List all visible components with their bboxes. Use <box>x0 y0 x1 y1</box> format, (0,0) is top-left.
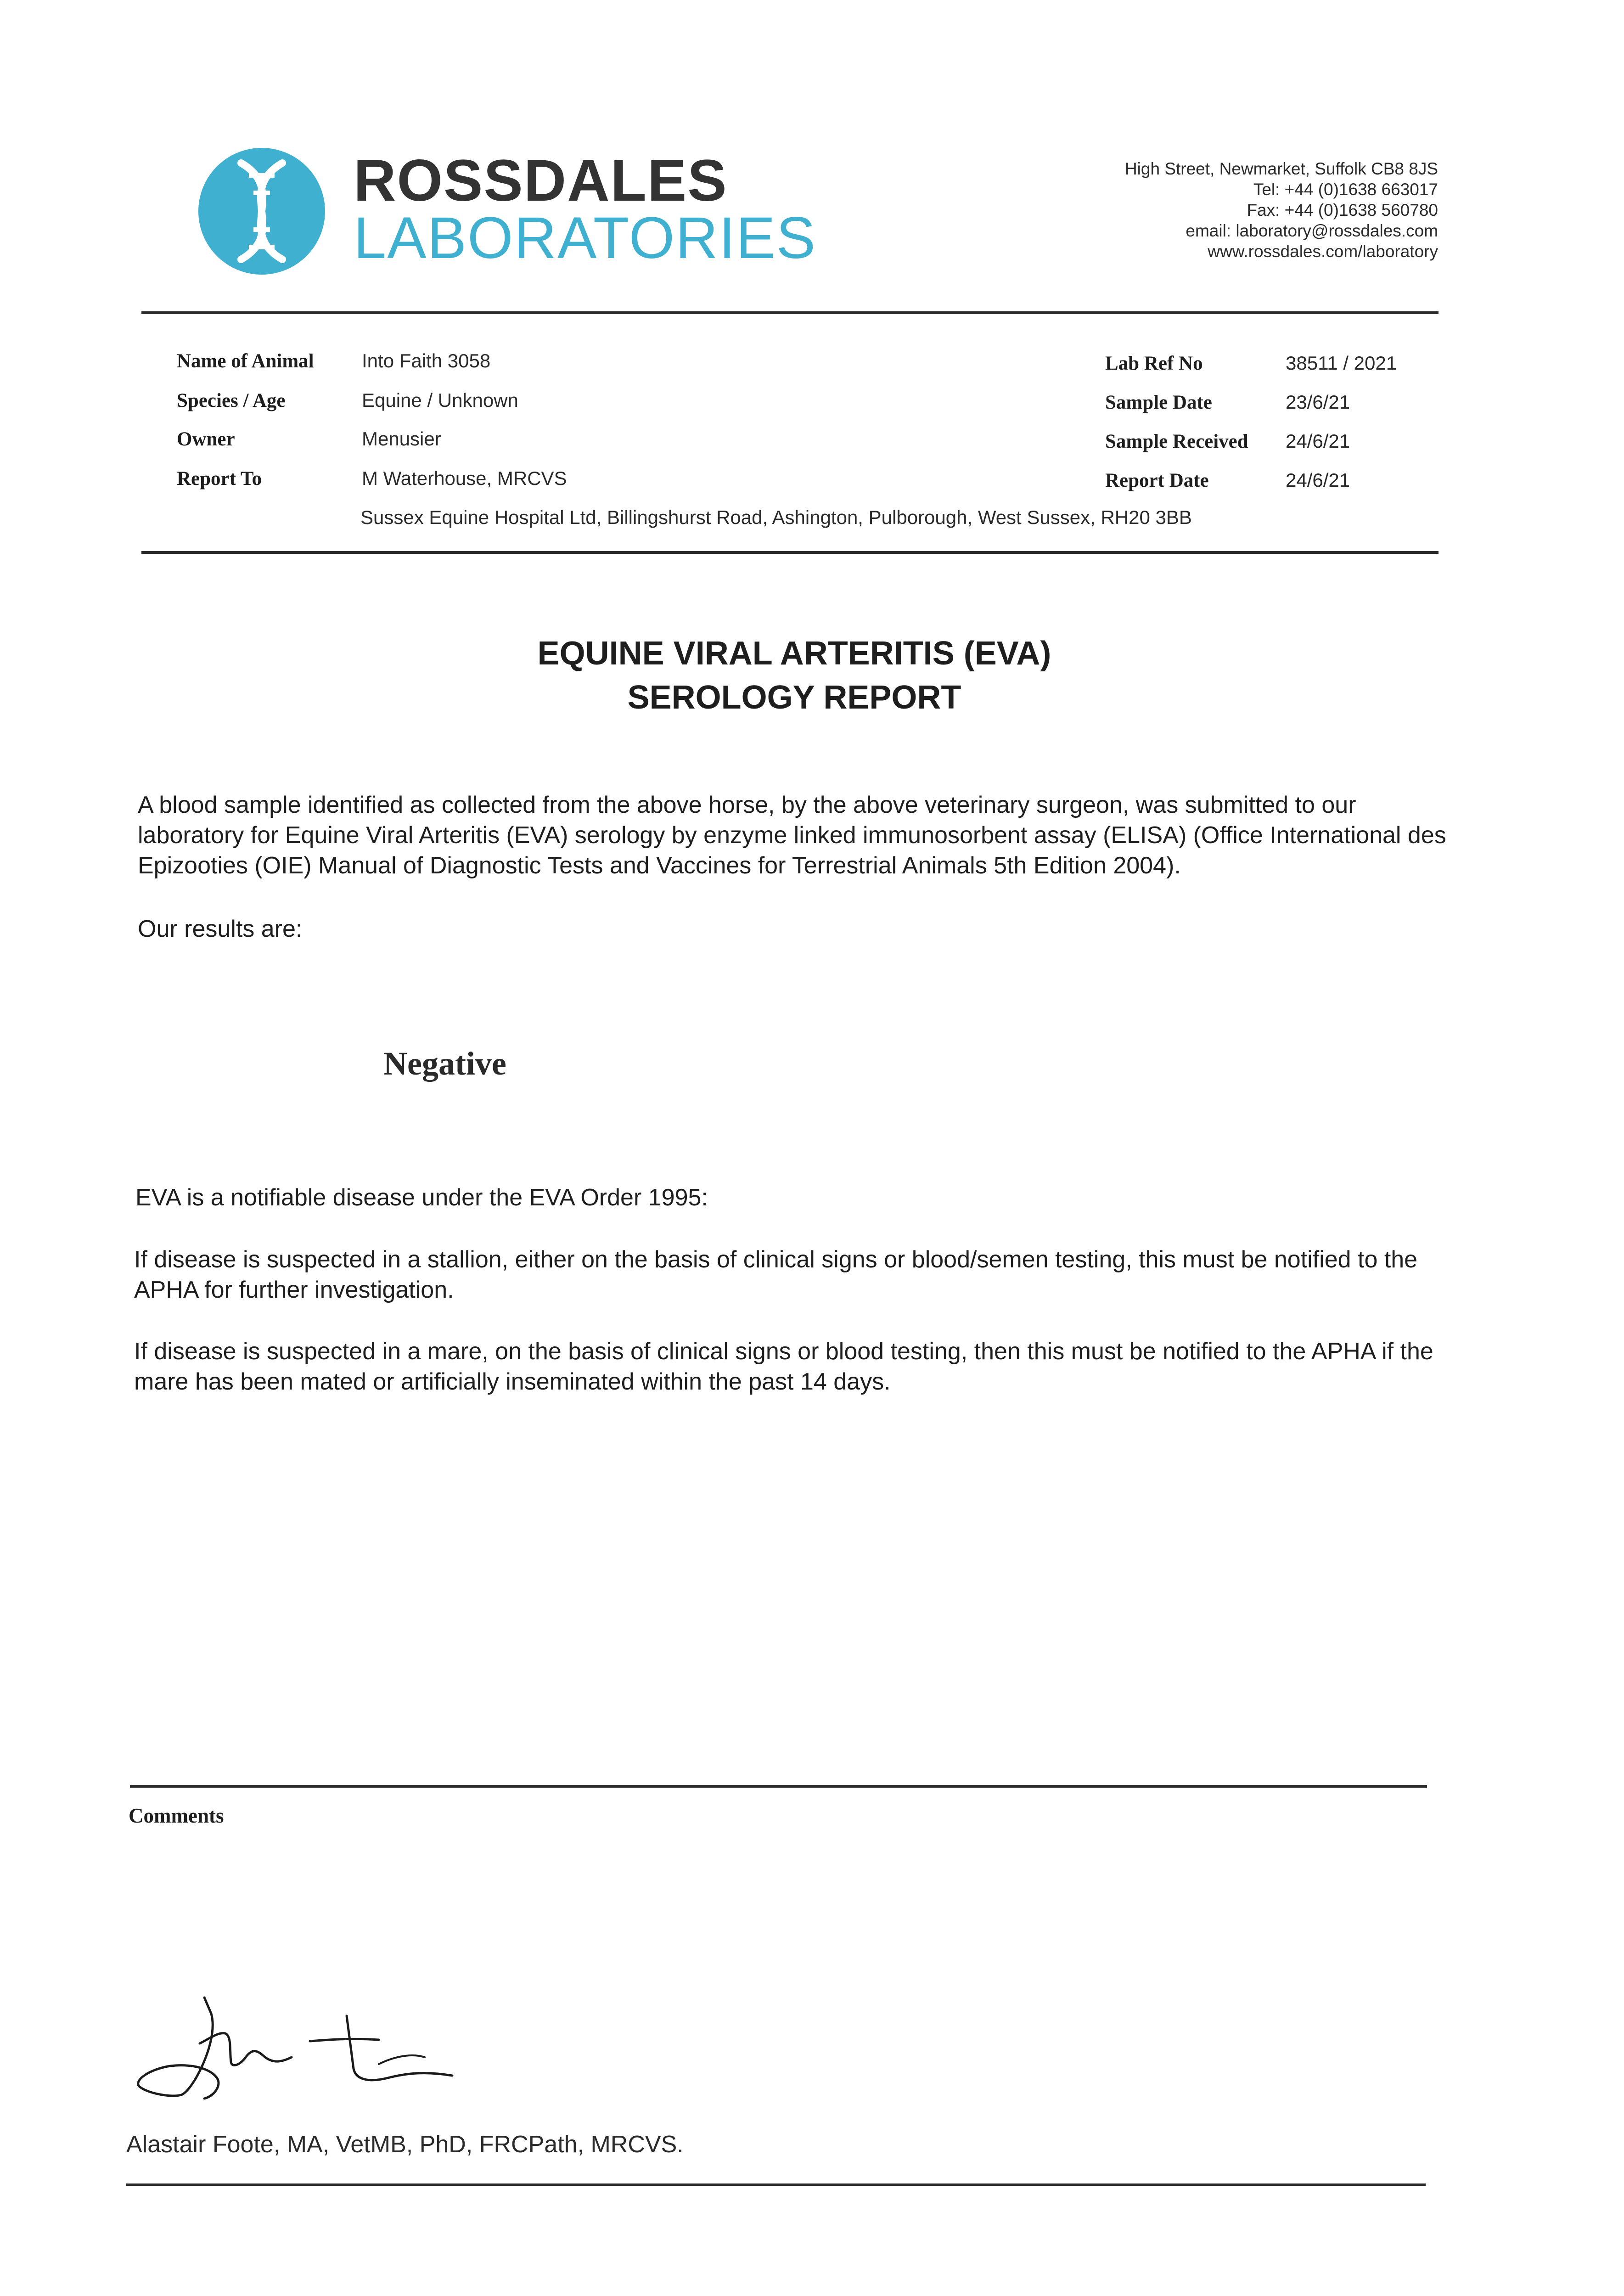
divider <box>126 2183 1426 2186</box>
sample-date-value: 23/6/21 <box>1286 391 1350 413</box>
lab-ref-value: 38511 / 2021 <box>1286 352 1397 374</box>
report-date-value: 24/6/21 <box>1286 469 1350 491</box>
brand-name: ROSSDALES <box>354 148 728 214</box>
notifiable-notice: EVA is a notifiable disease under the EVA Order 1995: <box>135 1184 708 1211</box>
intro-paragraph: A blood sample identified as collected from the above horse, by the above veterinary surgeon, was submitted to our laboratory for Equine Viral Arteritis (EVA) serology by enzyme linked immunosorbent assay (ELISA) (Office International des Epizooties (OIE) Manual of Diagnostic Tests and Vaccines for Terrestrial Animals 5th Edition 2004). <box>138 792 1446 879</box>
comments-label: Comments <box>129 1804 224 1827</box>
results-label: Our results are: <box>138 916 303 942</box>
brand-subtitle: LABORATORIES <box>354 205 816 271</box>
species-age-label: Species / Age <box>177 390 286 411</box>
divider <box>130 1785 1427 1788</box>
signature <box>131 1988 480 2103</box>
dna-helix-icon <box>197 147 326 276</box>
report-to-label: Report To <box>177 468 262 490</box>
report-title-line-1: EQUINE VIRAL ARTERITIS (EVA) <box>537 635 1051 672</box>
report-title-line-2: SEROLOGY REPORT <box>627 679 961 716</box>
mare-notice: If disease is suspected in a mare, on the basis of clinical signs or blood testing, then this must be notified to the APHA if the mare has been mated or artificially inseminated within the past 14 days. <box>134 1338 1433 1395</box>
address-street: High Street, Newmarket, Suffolk CB8 8JS <box>1124 159 1438 178</box>
report-date-label: Report Date <box>1105 470 1209 491</box>
divider <box>141 311 1439 314</box>
report-to-address: Sussex Equine Hospital Ltd, Billingshurst Road, Ashington, Pulborough, West Sussex, RH20 3BB <box>360 506 1192 528</box>
signatory-name: Alastair Foote, MA, VetMB, PhD, FRCPath, MRCVS. <box>126 2131 684 2158</box>
stallion-notice: If disease is suspected in a stallion, either on the basis of clinical signs or blood/semen testing, this must be notified to the APHA for further investigation. <box>134 1246 1418 1303</box>
lab-ref-label: Lab Ref No <box>1105 353 1203 374</box>
address-email: email: laboratory@rossdales.com <box>1186 221 1438 240</box>
sample-received-label: Sample Received <box>1105 431 1248 452</box>
name-of-animal-value: Into Faith 3058 <box>362 350 491 371</box>
report-title <box>0 631 1589 720</box>
address-tel: Tel: +44 (0)1638 663017 <box>1253 180 1438 199</box>
result-value: Negative <box>383 1045 506 1082</box>
sample-received-value: 24/6/21 <box>1286 430 1350 452</box>
address-website: www.rossdales.com/laboratory <box>1208 242 1438 261</box>
divider <box>141 551 1439 554</box>
report-to-value: M Waterhouse, MRCVS <box>362 467 567 489</box>
name-of-animal-label: Name of Animal <box>177 350 314 372</box>
owner-value: Menusier <box>362 428 441 450</box>
address-fax: Fax: +44 (0)1638 560780 <box>1247 201 1438 219</box>
sample-date-label: Sample Date <box>1105 392 1212 413</box>
lab-address <box>1125 158 1438 262</box>
owner-label: Owner <box>177 428 235 450</box>
species-age-value: Equine / Unknown <box>362 389 518 411</box>
